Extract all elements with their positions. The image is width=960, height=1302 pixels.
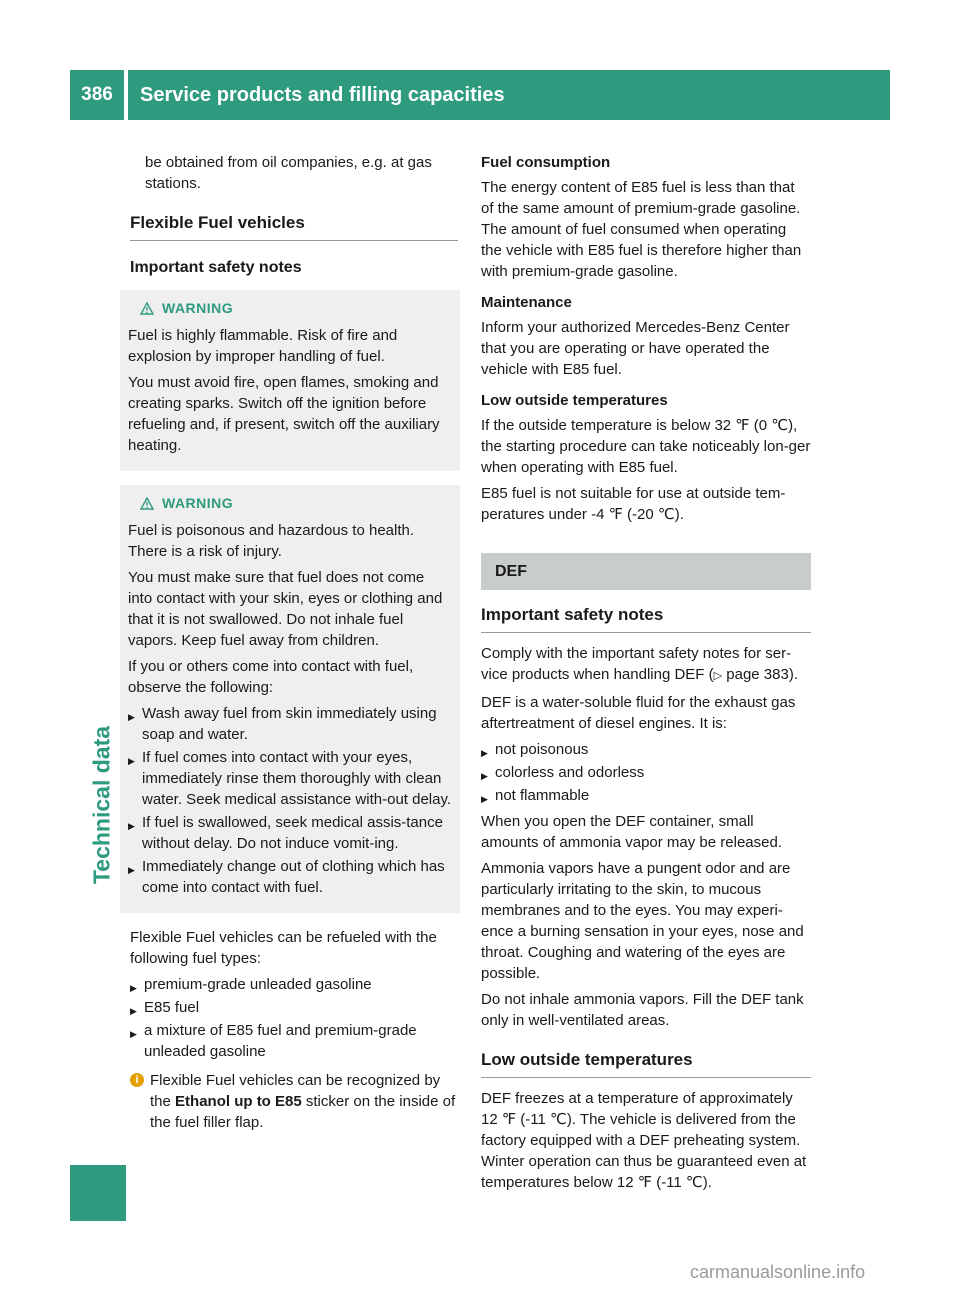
list-item: ▶ a mixture of E85 fuel and premium-grade unleaded gasoline — [130, 1020, 458, 1062]
list-item: ▶ E85 fuel — [130, 997, 458, 1018]
def-section-bar: DEF — [481, 553, 811, 590]
list-item: ▶ premium-grade unleaded gasoline — [130, 974, 458, 995]
low-temp-title: Low outside temperatures — [481, 392, 668, 409]
warning-text: You must avoid fire, open flames, smoking and creating sparks. Switch off the ignition before refueling and, if present, switch off the auxiliary heating. — [128, 374, 440, 454]
def-low-temp-title: Low outside temperatures — [481, 1049, 811, 1078]
warning-text: If you or others come into contact with fuel, observe the following: — [128, 658, 414, 696]
list-item: ▶ Wash away fuel from skin immediately using soap and water. — [128, 703, 452, 745]
warning-triangle-icon — [140, 497, 154, 510]
info-icon: i — [130, 1073, 144, 1087]
def-text-part: Comply with the important safety notes for ser-vice products when handling DEF ( — [481, 645, 792, 683]
left-column — [130, 152, 458, 1133]
info-text-bold: Ethanol up to E85 — [175, 1093, 302, 1110]
info-text-part: sticker on the inside of the fuel filler flap. — [150, 1093, 456, 1131]
def-text: DEF is a water-soluble fluid for the exhaust gas aftertreatment of diesel engines. It is: — [481, 694, 796, 732]
low-temp-text: E85 fuel is not suitable for use at outside tem-peratures under -4 ℉ (-20 ℃). — [481, 485, 786, 523]
list-item: ▶ colorless and odorless — [481, 762, 811, 783]
maintenance-text: Inform your authorized Mercedes-Benz Center that you are operating or have operated the vehicle with E85 fuel. — [481, 319, 790, 378]
warning-text: You must make sure that fuel does not come into contact with your skin, eyes or clothing and that it is not swallowed. Do not inhale fuel vapors. Keep fuel away from children. — [128, 569, 443, 649]
warning-box-poison — [120, 485, 460, 913]
def-properties-list — [481, 739, 811, 806]
fuel-types-list — [130, 974, 458, 1062]
info-note — [130, 1070, 458, 1133]
warning-label: WARNING — [162, 300, 234, 316]
def-safety-title: Important safety notes — [481, 604, 811, 633]
def-text: Ammonia vapors have a pungent odor and are particularly irritating to the skin, to mucous membranes and to the eyes. You may experi-ence a burning sensation in your eyes, nose and throat. Coughing and watering of the eyes are possible. — [481, 860, 804, 982]
info-text — [150, 1070, 458, 1133]
list-item: ▶ Immediately change out of clothing which has come into contact with fuel. — [128, 856, 452, 898]
warning-header — [128, 493, 452, 514]
low-temp-text: If the outside temperature is below 32 ℉ (0 ℃), the starting procedure can take noticeably lon-ger when operating with E85 fuel. — [481, 417, 811, 476]
warning-text: Fuel is poisonous and hazardous to health. There is a risk of injury. — [128, 522, 415, 560]
warning-triangle-icon — [140, 302, 154, 315]
right-column — [481, 152, 811, 1198]
fuel-consumption-text: The energy content of E85 fuel is less than that of the same amount of premium-grade gasoline. The amount of fuel consumed when operating the vehicle with E85 fuel is therefore higher than with premium-grade gasoline. — [481, 179, 802, 280]
list-item: ▶ not flammable — [481, 785, 811, 806]
list-item: ▶ not poisonous — [481, 739, 811, 760]
side-color-tab — [70, 1165, 126, 1221]
fuel-types-intro: Flexible Fuel vehicles can be refueled with the following fuel types: — [130, 929, 437, 967]
list-item: ▶ If fuel comes into contact with your eyes, immediately rinse them thoroughly with clean water. Seek medical assistance with-out delay. — [128, 747, 452, 810]
page-number: 386 — [70, 70, 124, 120]
def-low-temp-text: DEF freezes at a temperature of approximately 12 ℉ (-11 ℃). The vehicle is delivered from the factory equipped with a DEF preheating system. Winter operation can thus be guaranteed even at temperatures below 12 ℉ (-11 ℃). — [481, 1090, 807, 1191]
page-ref-link[interactable]: page 383). — [722, 666, 798, 683]
def-text: When you open the DEF container, small amounts of ammonia vapor may be released. — [481, 813, 782, 851]
page-ref-arrow-icon: ▷ — [713, 670, 723, 682]
subsection-title-safety: Important safety notes — [130, 259, 302, 276]
warning-header — [128, 298, 452, 319]
page-title: Service products and filling capacities — [128, 70, 890, 120]
watermark: carmanualsonline.info — [690, 1262, 866, 1282]
section-title-flexible-fuel: Flexible Fuel vehicles — [130, 212, 458, 241]
warning-label: WARNING — [162, 495, 234, 511]
warning-box-fire — [120, 290, 460, 471]
fuel-consumption-title: Fuel consumption — [481, 154, 611, 171]
def-text — [481, 643, 811, 687]
first-aid-list — [128, 703, 452, 898]
side-chapter-label — [82, 640, 122, 970]
def-text: Do not inhale ammonia vapors. Fill the DEF tank only in well-ventilated areas. — [481, 991, 804, 1029]
side-chapter-label-text: Technical data — [88, 725, 115, 885]
maintenance-title: Maintenance — [481, 294, 572, 311]
intro-text: be obtained from oil companies, e.g. at gas stations. — [145, 154, 432, 192]
list-item: ▶ If fuel is swallowed, seek medical assis-tance without delay. Do not induce vomit-ing. — [128, 812, 452, 854]
warning-text: Fuel is highly flammable. Risk of fire and explosion by improper handling of fuel. — [128, 327, 398, 365]
info-text-part: Flexible Fuel vehicles can be recognized by the — [150, 1072, 441, 1110]
